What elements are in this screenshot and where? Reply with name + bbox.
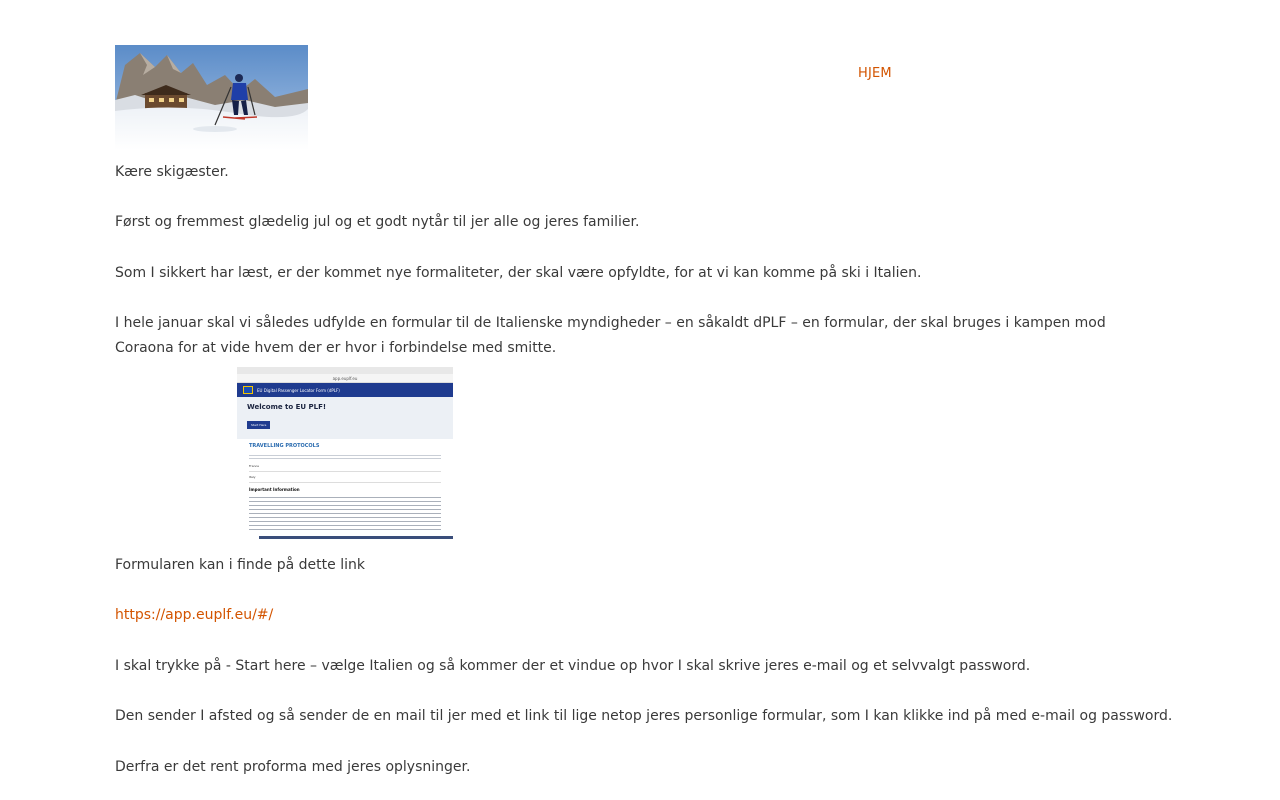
eu-flag-icon: [243, 386, 253, 394]
browser-tab-bar: [237, 367, 453, 374]
euplf-section-title: TRAVELLING PROTOCOLS: [249, 443, 320, 449]
euplf-info-lines: [249, 494, 441, 530]
euplf-row-italy: Italy: [249, 472, 441, 483]
dplf-paragraph: I hele januar skal vi således udfylde en formular til de Italienske myndigheder – en såkaldt dPLF – en formular, der skal bruges i kampen mod Coraona for at vide hvem der er hvor i forbindelse med smitte.: [115, 315, 1106, 356]
form-link-paragraph: [115, 603, 273, 628]
euplf-header-title: EU Digital Passenger Locator Form (dPLF): [257, 387, 340, 393]
formalities-paragraph: Som I sikkert har læst, er der kommet nye formaliteter, der skal være opfyldte, for at vi kan komme på ski i Italien.: [115, 265, 922, 281]
greeting-paragraph: Kære skigæster.: [115, 164, 229, 180]
browser-url: app.euplf.eu: [332, 375, 358, 381]
euplf-start-button: Start Here: [247, 421, 270, 429]
euplf-info-title: Important Information: [249, 487, 300, 492]
form-link-intro: Formularen kan i finde på dette link: [115, 557, 365, 573]
euplf-protocols: [237, 439, 453, 534]
browser-address-bar: [237, 374, 453, 383]
seasons-greeting-paragraph: Først og fremmest glædelig jul og et godt nytår til jer alle og jeres familier.: [115, 214, 640, 230]
euplf-welcome-text: Welcome to EU PLF!: [247, 403, 327, 411]
euplf-welcome-panel: [237, 397, 453, 439]
email-link-paragraph: Den sender I afsted og så sender de en mail til jer med et link til lige netop jeres personlige formular, som I kan klikke ind på med e-mail og password.: [115, 708, 1173, 724]
start-here-paragraph: I skal trykke på - Start here – vælge Italien og så kommer der et vindue op hvor I skal skrive jeres e-mail og et selvvalgt password.: [115, 658, 1031, 674]
euplf-row-france: France: [249, 461, 441, 472]
ski-photo-logo[interactable]: [115, 45, 308, 150]
euplf-footer-strip: [259, 536, 453, 539]
euplf-screenshot-image: [237, 367, 453, 539]
euplf-header-bar: [237, 383, 453, 397]
nav-home-link[interactable]: HJEM: [858, 66, 892, 81]
euplf-text-lines: [249, 453, 441, 461]
euplf-link[interactable]: https://app.euplf.eu/#/: [115, 607, 274, 623]
proforma-paragraph: Derfra er det rent proforma med jeres oplysninger.: [115, 759, 471, 775]
